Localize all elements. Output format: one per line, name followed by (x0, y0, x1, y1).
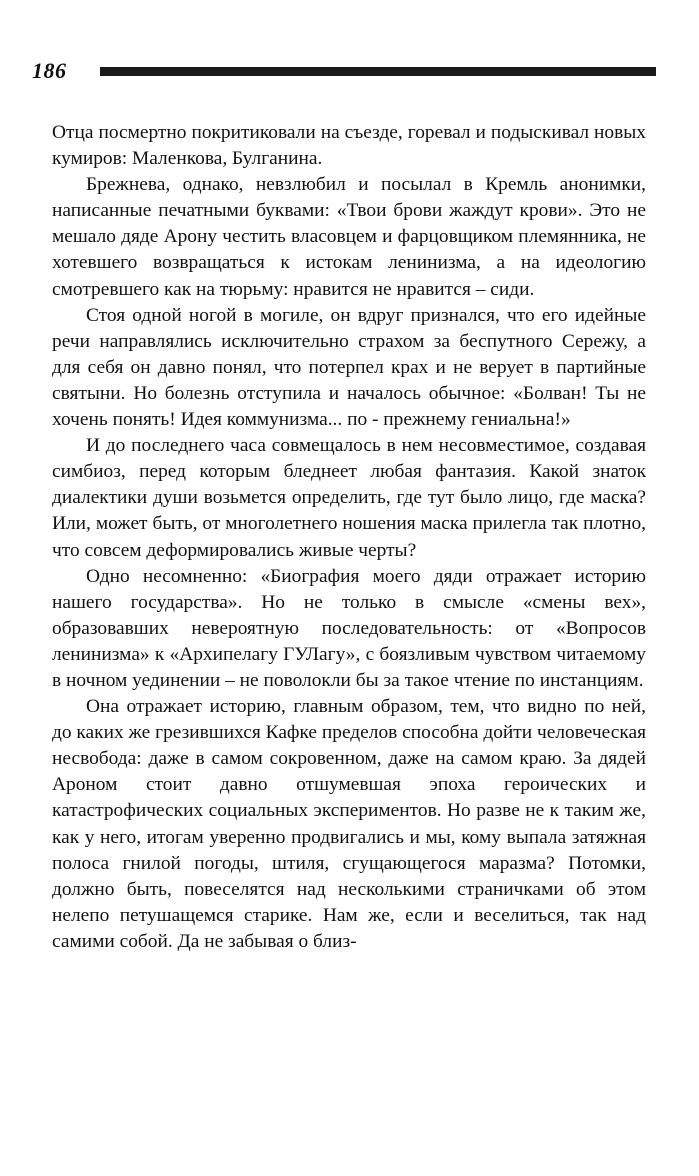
page-number: 186 (32, 58, 67, 83)
page-header (32, 56, 652, 86)
paragraph-2: Брежнева, однако, невзлюбил и посылал в Кремль анонимки, написанные печатными буквами: «Твои брови жаждут крови». Это не мешало дяде Арону честить власовцем и фарцовщиком племянника, не хотевшего возвращаться к истокам ленинизма, а на идеологию смотревшего как на тюрьму: нравится не нравится – сиди. (52, 174, 646, 300)
paragraph-5: Одно несомненно: «Биография моего дяди отражает историю нашего государства». Но не только в смысле «смены вех», образовавших невероятную последовательность: от «Вопросов ленинизма» к «Архипелагу ГУЛагу», с боязливым чувством читаемому в ночном уединении – не поволокли бы за такое чтение по инстанциям. (52, 565, 646, 691)
paragraph-4: И до последнего часа совмещалось в нем несовместимое, создавая симбиоз, перед которым бледнеет любая фантазия. Какой знаток диалектики души возьмется определить, где тут было лицо, где маска? Или, может быть, от многолетнего ношения маска прилегла так плотно, что совсем деформировались живые черты? (52, 435, 646, 561)
paragraph-1: Отца посмертно покритиковали на съезде, горевал и подыскивал новых кумиров: Маленкова, Булганина. (52, 122, 646, 170)
paragraph-6: Она отражает историю, главным образом, тем, что видно по ней, до каких же грезившихся Кафке пределов способна дойти человеческая несвобода: даже в самом сокровенном, даже на самом краю. За дядей Ароном стоит давно отшумевшая эпоха героических и катастрофических социальных экспериментов. Но разве не к таким же, как у него, итогам уверенно продвигались и мы, кому выпала затяжная полоса гнилой погоды, штиля, сгущающегося маразма? Потомки, должно быть, повеселятся над несколькими страничками об этом нелепо петушащемся старике. Нам же, если и веселиться, так над самими собой. Да не забывая о близ- (52, 696, 646, 952)
header-rule (100, 67, 656, 76)
text-body (52, 120, 646, 955)
paragraph-3: Стоя одной ногой в могиле, он вдруг признался, что его идейные речи направлялись исключительно страхом за беспутного Сережу, а для себя он давно понял, что потерпел крах и не верует в партийные святыни. Но болезнь отступила и началось обычное: «Болван! Ты не хочень понять! Идея коммунизма... по - прежнему гениальна!» (52, 304, 646, 431)
